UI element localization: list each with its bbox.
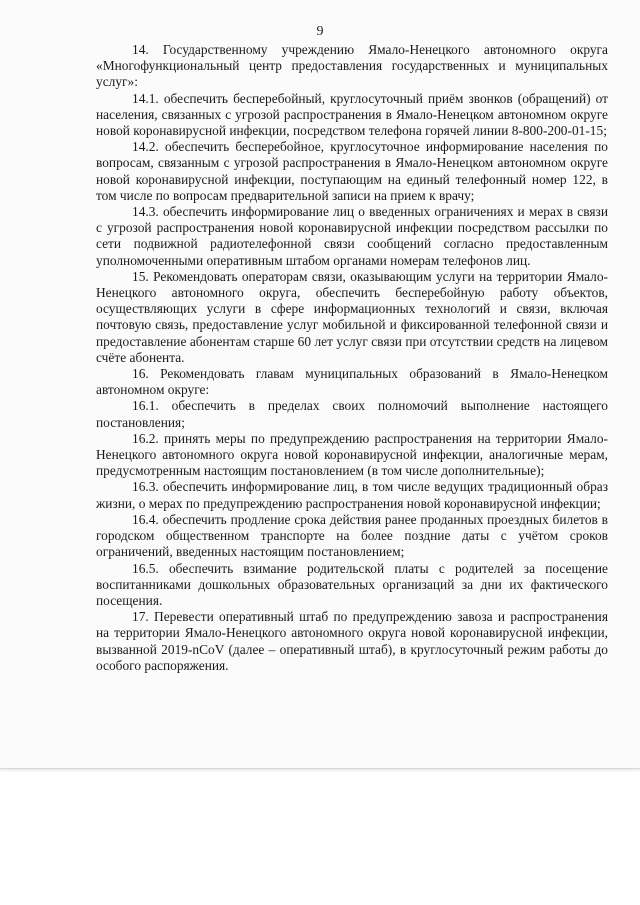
paragraph-16-2: 16.2. принять меры по предупреждению распространения на территории Ямало-Ненецкого автономного округа новой коронавирусной инфекции, аналогичные мерам, предусмотренным настоящим постановлением (в том числе дополнительные); <box>96 430 608 479</box>
paragraph-16-1: 16.1. обеспечить в пределах своих полномочий выполнение настоящего постановления; <box>96 398 608 430</box>
paragraph-16: 16. Рекомендовать главам муниципальных образований в Ямало-Ненецком автономном округе: <box>96 366 608 398</box>
paragraph-16-4: 16.4. обеспечить продление срока действия ранее проданных проездных билетов в городском общественном транспорте на более поздние даты с учётом сроков ограничений, введенных настоящим постановлением; <box>96 511 608 560</box>
paragraph-14-3: 14.3. обеспечить информирование лиц о введенных ограничениях и мерах в связи с угрозой распространения новой коронавирусной инфекции посредством рассылки по сети подвижной радиотелефонной связи сообщений согласно предоставленным уполномоченными оперативным штабом органами номерам телефонов лиц. <box>96 204 608 268</box>
paragraph-17: 17. Перевести оперативный штаб по предупреждению завоза и распространения на территории Ямало-Ненецкого автономного округа новой коронавирусной инфекции, вызванной 2019-nCoV (далее – оперативный штаб), в круглосуточный режим работы до особого распоряжения. <box>96 609 608 673</box>
paragraph-15: 15. Рекомендовать операторам связи, оказывающим услуги на территории Ямало-Ненецкого автономного округа, обеспечить бесперебойную работу объектов, осуществляющих услуги в сфере информационных технологий и связи, включая почтовую связь, предоставление услуг мобильной и фиксированной телефонной связи и предоставление абонентам старше 60 лет услуг связи при отсутствии средств на лицевом счёте абонента. <box>96 268 608 365</box>
paragraph-14-1: 14.1. обеспечить бесперебойный, круглосуточный приём звонков (обращений) от населения, связанных с угрозой распространения в Ямало-Ненецком автономном округе новой коронавирусной инфекции, посредством телефона горячей линии 8-800-200-01-15; <box>96 90 608 139</box>
document-body <box>96 42 608 674</box>
page-number: 9 <box>316 24 324 39</box>
paragraph-16-3: 16.3. обеспечить информирование лиц, в том числе ведущих традиционный образ жизни, о мерах по предупреждению распространения новой коронавирусной инфекции; <box>96 479 608 511</box>
paragraph-14-2: 14.2. обеспечить бесперебойное, круглосуточное информирование населения по вопросам, связанным с угрозой распространения в Ямало-Ненецком автономном округе новой коронавирусной инфекции, поступающим на единый телефонный номер 122, в том числе по вопросам предварительной записи на прием к врачу; <box>96 139 608 203</box>
paragraph-14: 14. Государственному учреждению Ямало-Ненецкого автономного округа «Многофункциональный центр предоставления государственных и муниципальных услуг»: <box>96 42 608 90</box>
paragraph-16-5: 16.5. обеспечить взимание родительской платы с родителей за посещение воспитанниками дошкольных образовательных организаций за дни их фактического посещения. <box>96 560 608 608</box>
